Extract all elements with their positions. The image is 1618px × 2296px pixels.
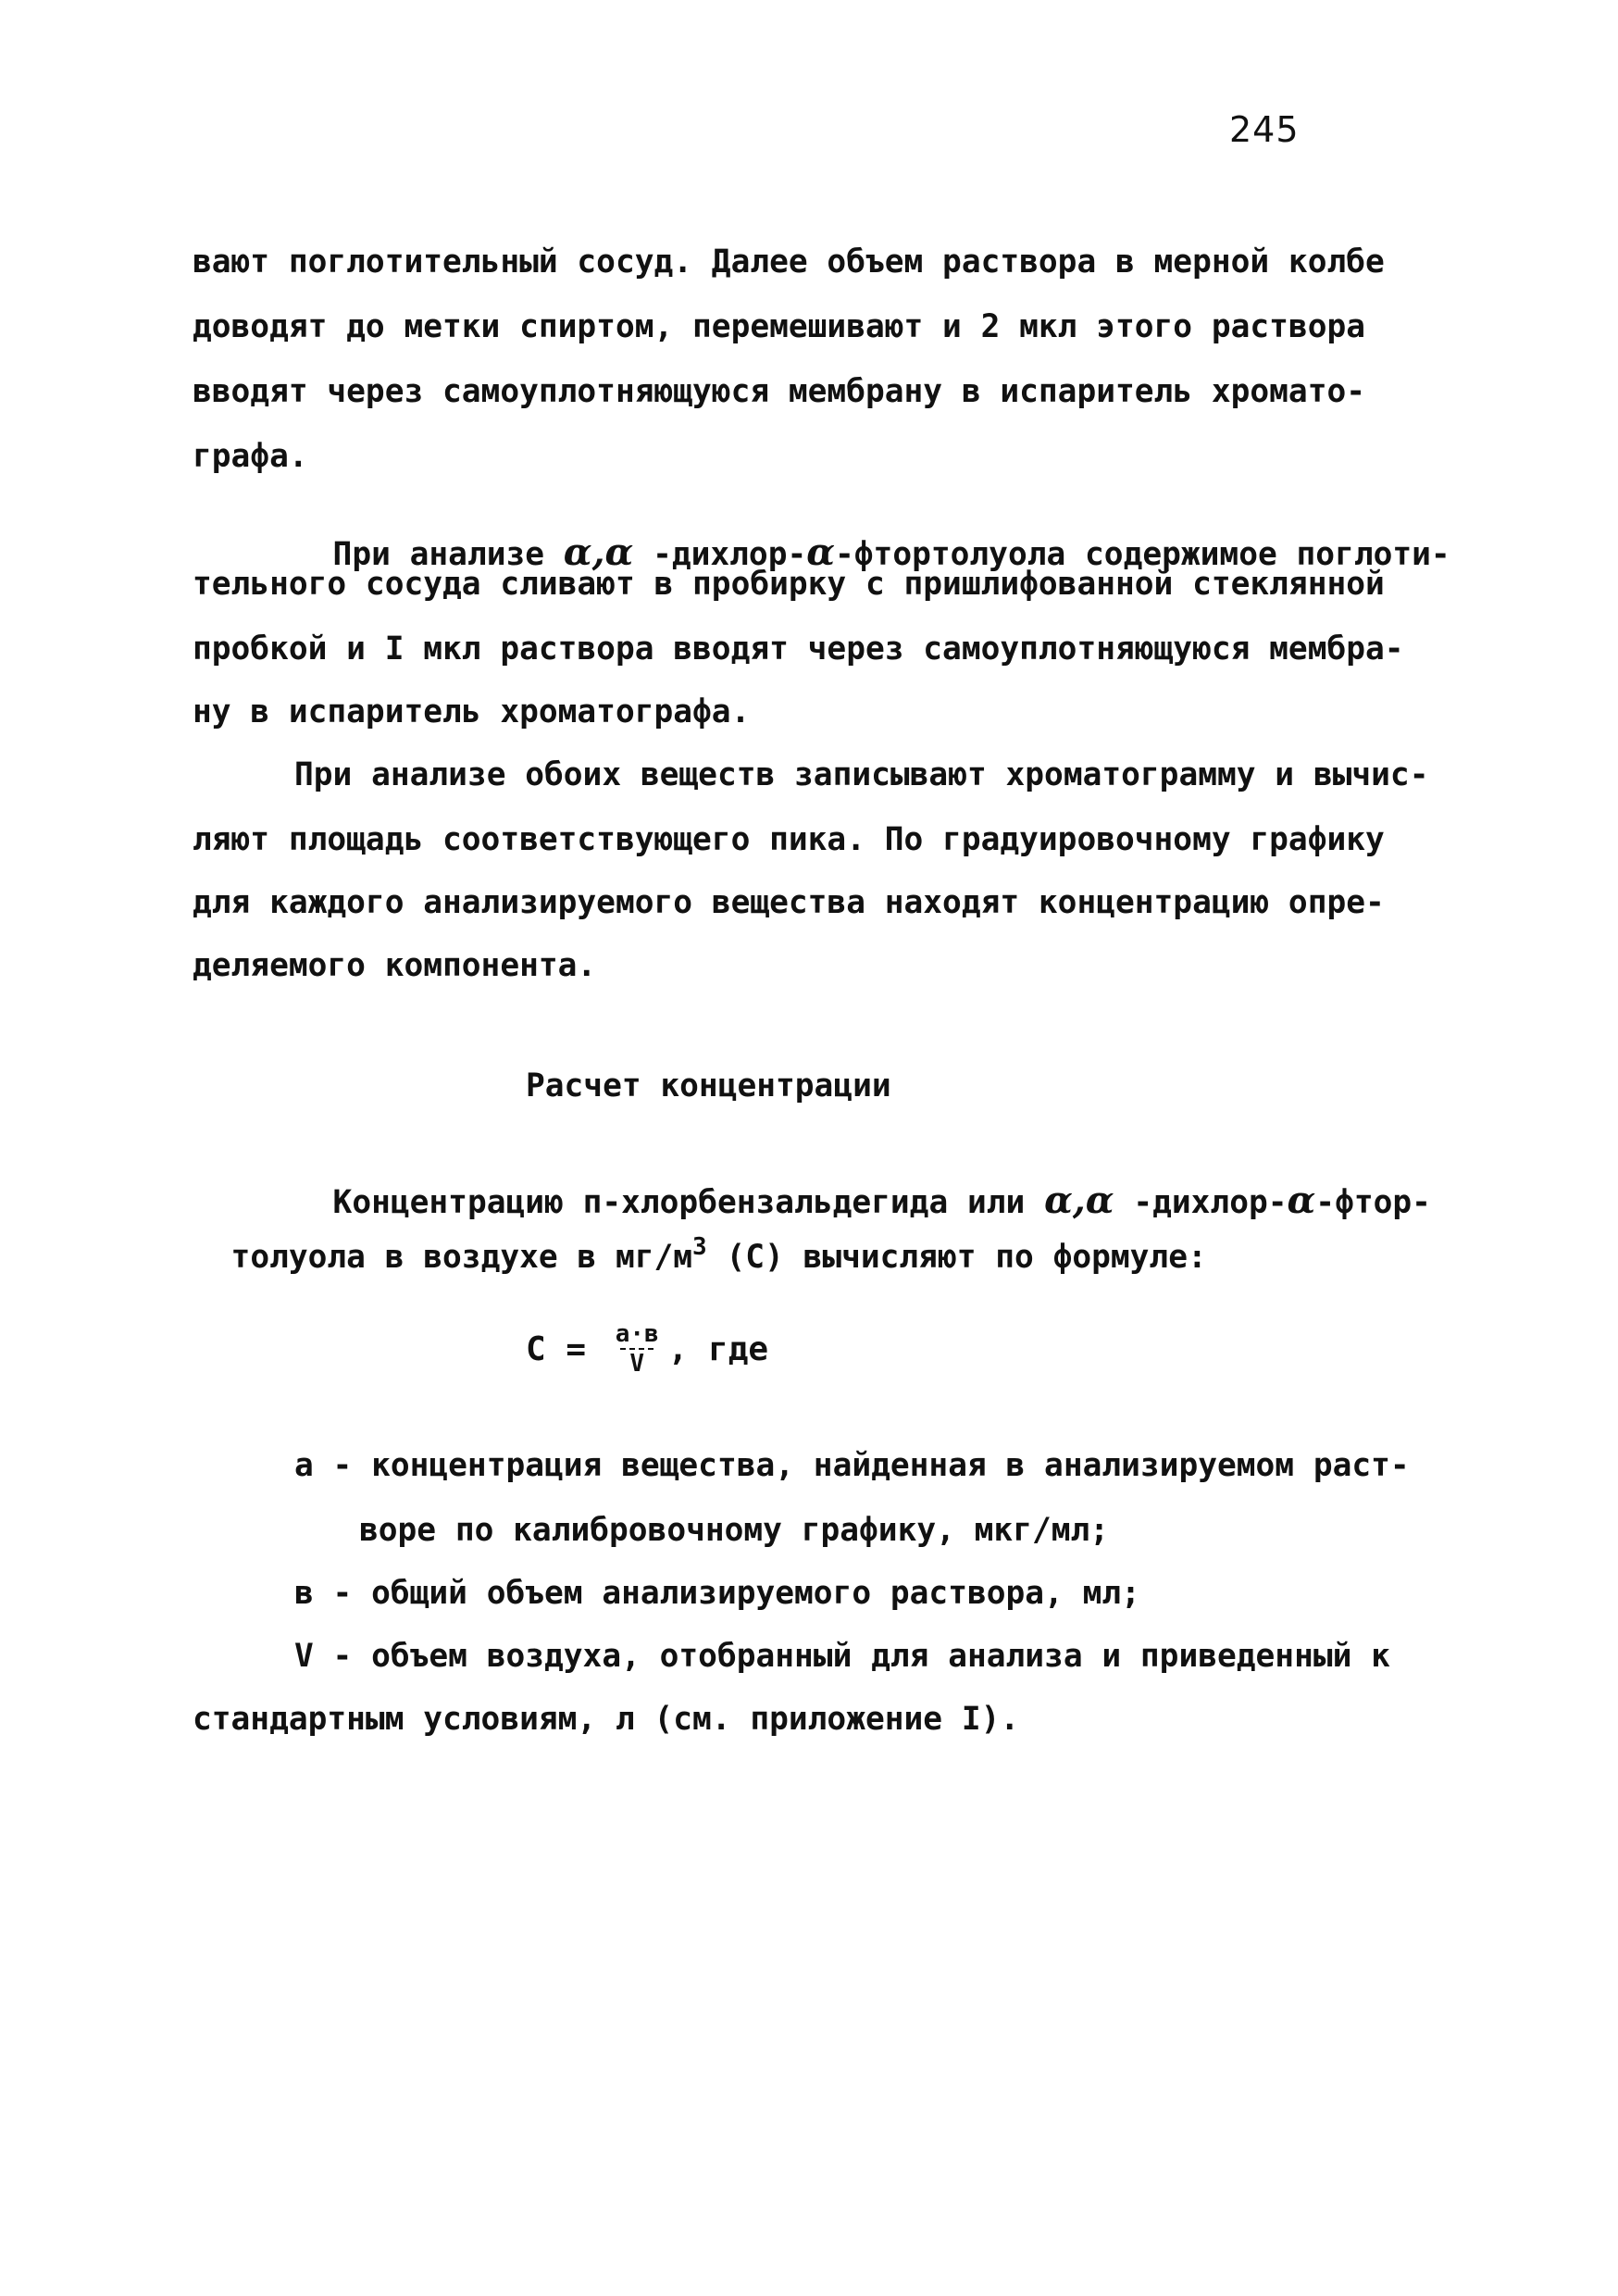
- text-segment: толуола в воздухе в мг/м: [230, 1238, 693, 1276]
- superscript-3: 3: [692, 1232, 707, 1261]
- paragraph-1-line-2: доводят до метки спиртом, перемешивают и 2 мкл этого раствора: [193, 308, 1366, 345]
- greek-alpha-symbols: α,α: [563, 530, 634, 574]
- paragraph-3-line-3: для каждого анализируемого вещества находят концентрацию опре-: [193, 884, 1385, 921]
- page-number: 245: [1229, 109, 1300, 150]
- text-segment: -дихлор-: [633, 535, 807, 573]
- definition-v-line-1: V - объем воздуха, отобранный для анализа и приведенный к: [294, 1638, 1390, 1675]
- text-segment: Концентрацию п-хлорбензальдегида или: [332, 1183, 1045, 1221]
- section-heading: Расчет концентрации: [526, 1067, 891, 1104]
- greek-alpha-symbols: α,α: [1044, 1178, 1114, 1222]
- greek-alpha-symbol: α: [1287, 1178, 1316, 1222]
- paragraph-1-line-4: графа.: [193, 438, 308, 475]
- text-segment: -фтор-: [1315, 1183, 1431, 1221]
- text-segment: При анализе: [332, 535, 564, 573]
- formula-lhs: С =: [526, 1329, 606, 1368]
- fraction-numerator: а·в: [615, 1320, 659, 1348]
- greek-alpha-symbol: α: [806, 530, 836, 574]
- paragraph-4-line-2: [193, 1209, 1207, 1276]
- paragraph-1-line-1: вают поглотительный сосуд. Далее объем раствора в мерной колбе: [193, 243, 1385, 281]
- paragraph-3-line-1: При анализе обоих веществ записывают хроматограмму и вычис-: [294, 756, 1429, 793]
- paragraph-2-line-2: тельного сосуда сливают в пробирку с пришлифованной стеклянной: [193, 566, 1385, 603]
- paragraph-2-line-4: ну в испаритель хроматографа.: [193, 693, 751, 730]
- formula-tail: , где: [667, 1329, 769, 1368]
- paragraph-3-line-2: ляют площадь соответствующего пика. По градуировочному графику: [193, 821, 1385, 858]
- definition-a-line-2: воре по калибровочному графику, мкг/мл;: [359, 1512, 1110, 1549]
- text-segment: -дихлор-: [1114, 1183, 1288, 1221]
- paragraph-1-line-3: вводят через самоуплотняющуюся мембрану в испаритель хромато-: [193, 373, 1366, 410]
- text-segment: -фтортолуола содержимое поглоти-: [835, 535, 1450, 573]
- paragraph-2-line-3: пробкой и I мкл раствора вводят через самоуплотняющуюся мембра-: [193, 630, 1404, 668]
- text-segment: (С) вычисляют по формуле:: [706, 1238, 1207, 1276]
- formula-fraction: [612, 1320, 663, 1378]
- definition-v-line-2: стандартным условиям, л (см. приложение I).: [193, 1701, 1020, 1738]
- paragraph-3-line-4: деляемого компонента.: [193, 947, 597, 984]
- fraction-denominator: V: [620, 1348, 653, 1378]
- paragraph-2-line-1: [294, 502, 1450, 574]
- definition-a-line-1: а - концентрация вещества, найденная в анализируемом раст-: [294, 1447, 1410, 1484]
- definition-b: в - общий объем анализируемого раствора, мл;: [294, 1575, 1140, 1612]
- concentration-formula: [526, 1320, 768, 1378]
